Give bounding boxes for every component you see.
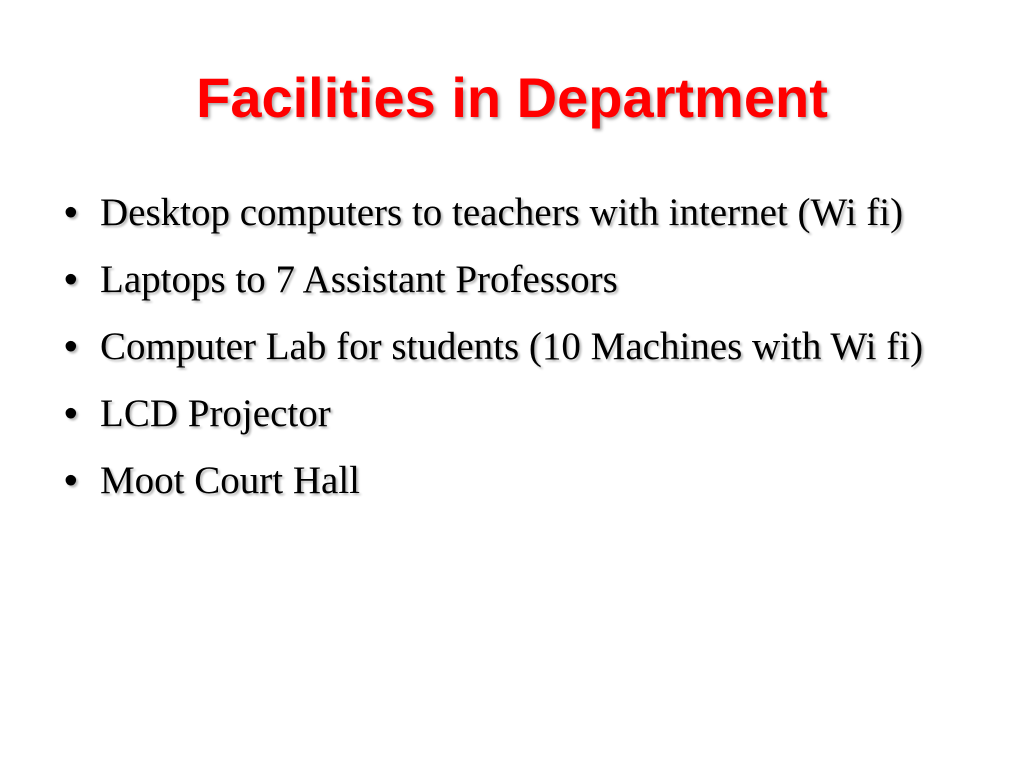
bullet-list <box>60 188 960 523</box>
bullet-text: Desktop computers to teachers with internet (Wi fi) <box>100 191 904 234</box>
bullet-icon: • <box>64 459 78 502</box>
slide-title: Facilities in Department <box>196 66 828 129</box>
bullet-item <box>60 188 960 237</box>
bullet-text: Laptops to 7 Assistant Professors <box>100 258 618 301</box>
bullet-icon: • <box>64 258 78 301</box>
bullet-icon: • <box>64 392 78 435</box>
bullet-text: LCD Projector <box>100 392 331 435</box>
bullet-icon: • <box>64 191 78 234</box>
bullet-icon: • <box>64 325 78 368</box>
bullet-item <box>60 389 960 438</box>
bullet-text: Computer Lab for students (10 Machines with Wi fi) <box>100 325 924 368</box>
bullet-item <box>60 456 960 505</box>
bullet-item <box>60 322 960 371</box>
bullet-item <box>60 255 960 304</box>
bullet-text: Moot Court Hall <box>100 459 360 502</box>
